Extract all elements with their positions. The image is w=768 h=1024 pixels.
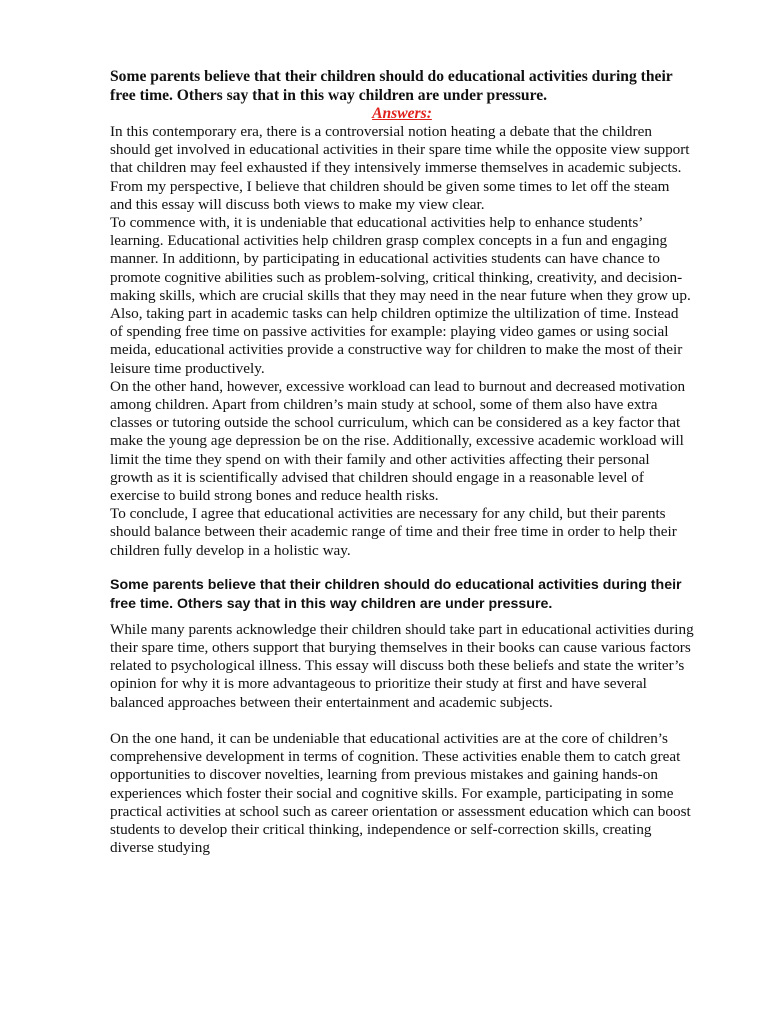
essay-1-paragraph-conclusion: To conclude, I agree that educational activities are necessary for any child, but their parents should balance between their academic range of time and their free time in order to help their children fully develop in a holistic way. (110, 505, 677, 559)
document-page (110, 68, 694, 875)
essay-1-paragraph-benefits: To commence with, it is undeniable that educational activities help to enhance students’ learning. Educational activities help children grasp complex concepts in a fun and engaging manner. In additionn, by participating in educational activities students can have chance to promote cognitive abilities such as problem-solving, critical thinking, creativity, and decision-making skills, which are crucial skills that they may need in the near future when they grow up. Also, taking part in academic tasks can help children optimize the ultilization of time. Instead of spending free time on passive activities for example: playing video games or using social meida, educational activities provide a constructive way for children to make the most of their leisure time productively. (110, 214, 691, 377)
essay-1-body (110, 123, 694, 560)
essay-1-paragraph-drawbacks: On the other hand, however, excessive workload can lead to burnout and decreased motivation among children. Apart from children’s main study at school, some of them also have extra classes or tutoring outside the school curriculum, which can be considered as a key factor that make the young age depression be on the rise. Additionally, excessive academic workload will limit the time they spend on with their family and other activities affecting their personal growth as it is scientifically advised that children should engage in a reasonable level of exercise to build strong bones and reduce health risks. (110, 377, 686, 505)
essay-2-paragraph-body: On the one hand, it can be undeniable that educational activities are at the core of children’s comprehensive development in terms of cognition. These activities enable them to catch great opportunities to discover novelties, learning from previous mistakes and gaining hands-on experiences which foster their social and cognitive skills. For example, participating in some practical activities at school such as career orientation or assessment education which can boost students to develop their critical thinking, independence or self-correction skills, creating diverse studying (110, 729, 691, 857)
answers-label: Answers: (372, 105, 432, 122)
essay-1-title: Some parents believe that their children should do educational activities during their free time. Others say that in this way children are under pressure. (110, 68, 673, 104)
essay-2-title: Some parents believe that their children should do educational activities during their free time. Others say that in this way children are under pressure. (110, 576, 682, 612)
essay-1-paragraph-intro: In this contemporary era, there is a controversial notion heating a debate that the children should get involved in educational activities in their spare time while the opposite view support that children may feel exhausted if they intensively immerse themselves in academic subjects. From my perspective, I believe that children should be given some times to let off the steam and this essay will discuss both views to make my view clear. (110, 123, 690, 213)
essay-2-body (110, 621, 694, 857)
essay-2-paragraph-intro: While many parents acknowledge their children should take part in educational activities during their spare time, others support that burying themselves in their books can cause various factors related to psychological illness. This essay will discuss both these beliefs and state the writer’s opinion for why it is more advantageous to prioritize their study at first and have several balanced approaches between their entertainment and academic subjects. (110, 620, 694, 711)
